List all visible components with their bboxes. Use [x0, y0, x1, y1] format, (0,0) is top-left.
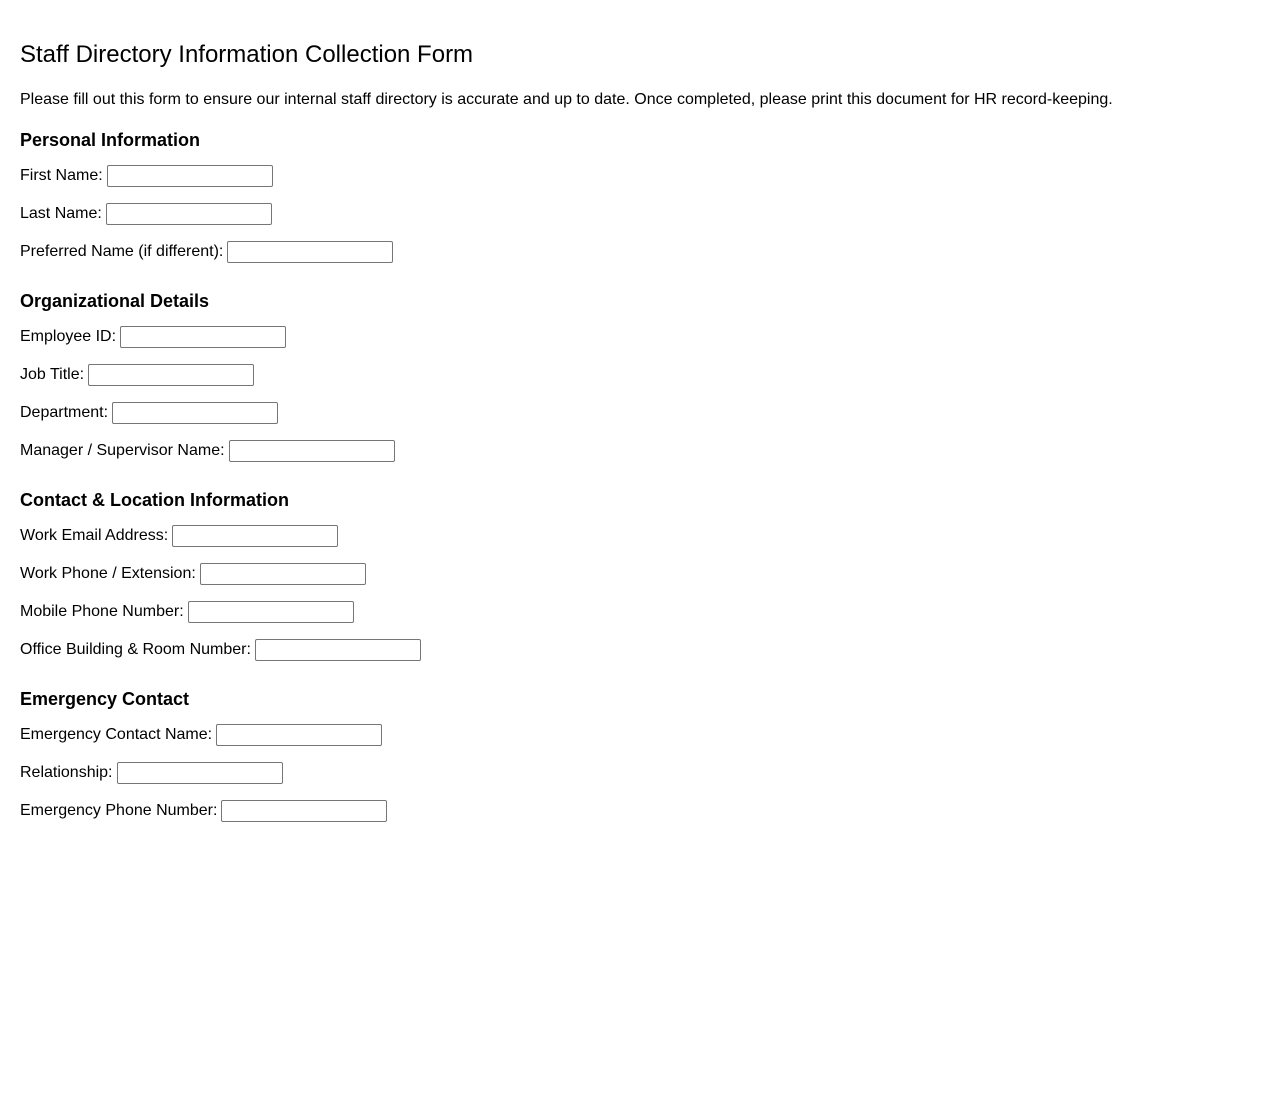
section-heading-personal-information: Personal Information	[20, 130, 201, 150]
first-name-input[interactable]	[107, 165, 273, 187]
last-name-input[interactable]	[106, 203, 272, 225]
work-email-label: Work Email Address:	[20, 527, 169, 544]
emergency-name-input[interactable]	[216, 724, 382, 746]
first-name-label: First Name:	[20, 167, 103, 184]
manager-name-input[interactable]	[229, 440, 395, 462]
relationship-input[interactable]	[117, 762, 283, 784]
work-phone-input[interactable]	[200, 563, 366, 585]
form-row-job-title	[20, 356, 1242, 394]
work-phone-label: Work Phone / Extension:	[20, 565, 196, 582]
preferred-name-input[interactable]	[227, 241, 393, 263]
contact-location-fields	[20, 517, 1242, 669]
form-row-emergency-name	[20, 716, 1242, 754]
employee-id-label: Employee ID:	[20, 328, 117, 345]
form-row-work-email	[20, 517, 1242, 555]
page-title: Staff Directory Information Collection Form	[20, 41, 474, 68]
department-label: Department:	[20, 404, 109, 421]
form-row-first-name	[20, 157, 1242, 195]
last-name-label: Last Name:	[20, 205, 102, 222]
department-input[interactable]	[112, 402, 278, 424]
job-title-label: Job Title:	[20, 366, 85, 383]
emergency-phone-input[interactable]	[221, 800, 387, 822]
mobile-phone-input[interactable]	[188, 601, 354, 623]
form-row-relationship	[20, 754, 1242, 792]
form-row-department	[20, 394, 1242, 432]
office-location-label: Office Building & Room Number:	[20, 641, 251, 658]
organizational-details-fields	[20, 318, 1242, 470]
form-instructions: Please fill out this form to ensure our internal staff directory is accurate and up to date. Once completed, please print this document for HR record-keeping.	[20, 91, 1113, 108]
form-row-employee-id	[20, 318, 1242, 356]
form-row-manager-name	[20, 432, 1242, 470]
preferred-name-label: Preferred Name (if different):	[20, 243, 224, 260]
employee-id-input[interactable]	[120, 326, 286, 348]
relationship-label: Relationship:	[20, 764, 113, 781]
form-row-preferred-name	[20, 233, 1242, 271]
work-email-input[interactable]	[172, 525, 338, 547]
manager-name-label: Manager / Supervisor Name:	[20, 442, 225, 459]
emergency-phone-label: Emergency Phone Number:	[20, 802, 218, 819]
section-heading-emergency-contact: Emergency Contact	[20, 689, 190, 709]
form-row-office-location	[20, 631, 1242, 669]
emergency-name-label: Emergency Contact Name:	[20, 726, 213, 743]
form-row-work-phone	[20, 555, 1242, 593]
personal-information-fields	[20, 157, 1242, 271]
mobile-phone-label: Mobile Phone Number:	[20, 603, 184, 620]
emergency-contact-fields	[20, 716, 1242, 830]
form-row-last-name	[20, 195, 1242, 233]
office-location-input[interactable]	[255, 639, 421, 661]
job-title-input[interactable]	[88, 364, 254, 386]
form-row-mobile-phone	[20, 593, 1242, 631]
section-heading-organizational-details: Organizational Details	[20, 291, 210, 311]
section-heading-contact-location: Contact & Location Information	[20, 490, 289, 510]
form-row-emergency-phone	[20, 792, 1242, 830]
